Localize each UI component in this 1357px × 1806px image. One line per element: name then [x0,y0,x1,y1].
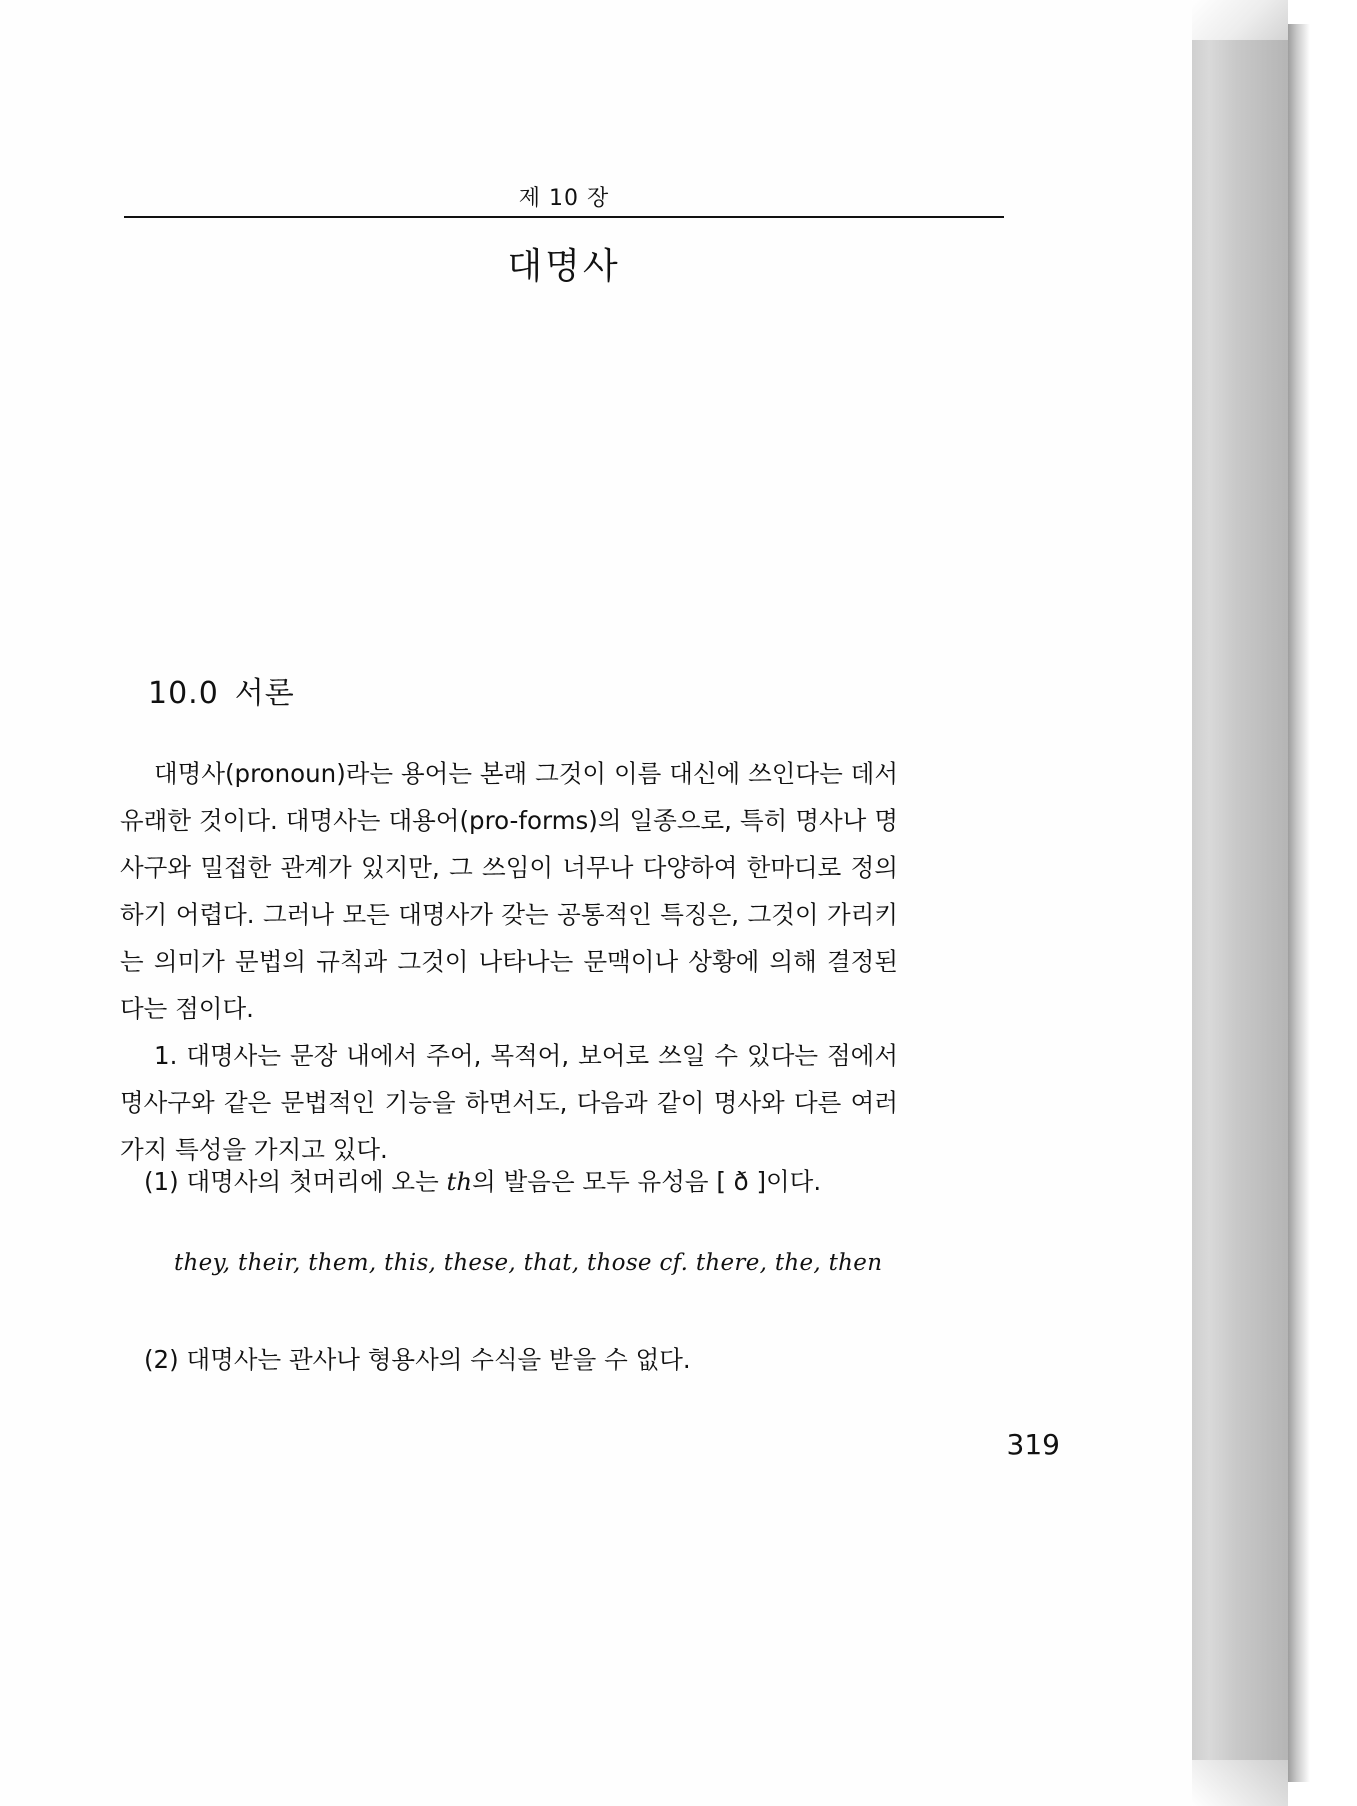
chapter-divider [124,216,1004,218]
section-number: 10.0 [148,676,219,711]
paragraph-intro: 대명사(pronoun)라는 용어는 본래 그것이 이름 대신에 쓰인다는 데서 유래한 것이다. 대명사는 대용어(pro-forms)의 일종으로, 특히 명사나 명사구와 밀접한 관계가 있지만, 그 쓰임이 너무나 다양하여 한마디로 정의하기 어렵다. 그러나 모든 대명사가 갖는 공통적인 특징은, 그것이 가리키는 의미가 문법의 규칙과 그것이 나타나는 문맥이나 상황에 의해 결정된다는 점이다. [120,759,898,1023]
item-2-text: 대명사는 관사나 형용사의 수식을 받을 수 없다. [178,1345,691,1374]
item-1-text-before: 대명사의 첫머리에 오는 [178,1167,447,1196]
section-title: 서론 [234,676,295,711]
chapter-title: 대명사 [507,246,621,287]
item-1-italic-term: th [446,1167,473,1196]
item-1-text-after: 의 발음은 모두 유성음 [ ð ]이다. [472,1167,822,1196]
page-edge-shading [1192,0,1288,1806]
item-1-marker: (1) [144,1167,179,1196]
body-text [120,750,898,1173]
item-2-marker: (2) [144,1345,179,1374]
background-margin [1310,0,1357,1806]
chapter-number: 제 10 장 [518,186,610,211]
page-number: 319 [1006,1428,1060,1461]
page-outer-shadow [1288,24,1310,1782]
example-word-list: they, their, them, this, these, that, those cf. there, the, then [174,1250,883,1276]
numbered-item-2 [144,1338,944,1382]
paragraph-features: 1. 대명사는 문장 내에서 주어, 목적어, 보어로 쓰일 수 있다는 점에서 명사구와 같은 문법적인 기능을 하면서도, 다음과 같이 명사와 다른 여러 가지 특성을 가지고 있다. [120,1041,898,1164]
page-edge-bottom-corner [1192,1760,1288,1806]
numbered-item-1 [144,1160,944,1204]
chapter-header [124,188,1004,289]
page-edge-top-corner [1192,0,1288,40]
section-heading [148,668,295,712]
